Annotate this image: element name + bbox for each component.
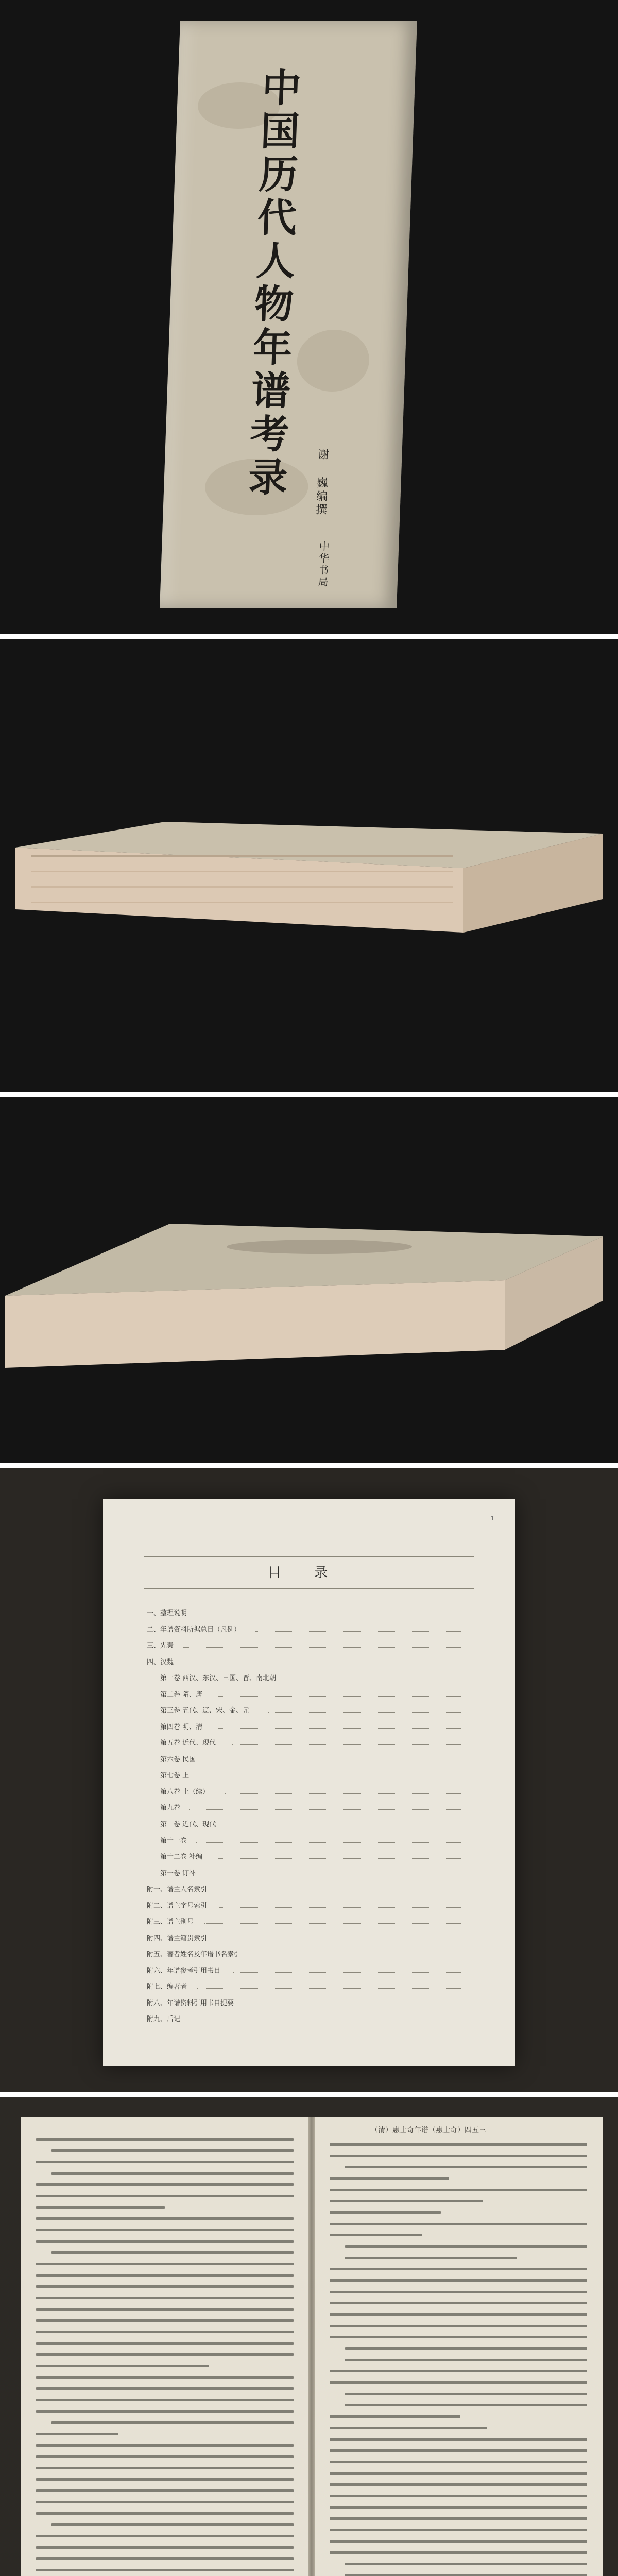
text-line — [36, 2546, 294, 2549]
toc-item: 第一卷 西汉、东汉、三国、晋、南北朝 — [160, 1674, 277, 1683]
text-line — [330, 2370, 587, 2372]
text-line — [330, 2302, 587, 2304]
text-line — [36, 2297, 294, 2299]
text-line — [345, 2574, 587, 2576]
text-line — [36, 2138, 294, 2141]
toc-item: 第十卷 近代、现代 — [160, 1821, 216, 1828]
text-line — [330, 2177, 449, 2180]
toc-item: 第四卷 明、清 — [160, 1723, 203, 1731]
toc-list — [147, 1607, 476, 2030]
toc-leader-dots — [268, 1712, 461, 1713]
text-line — [330, 2223, 587, 2225]
text-line — [330, 2313, 587, 2316]
photo-toc — [0, 1468, 618, 2092]
text-line — [36, 2342, 294, 2345]
book-side-illustration — [0, 639, 618, 1092]
toc-heading: 目 录 — [268, 1565, 342, 1581]
text-line — [330, 2279, 587, 2282]
text-line — [36, 2308, 294, 2311]
frame-gap — [0, 1463, 618, 1468]
toc-leader-dots — [183, 1647, 461, 1648]
inner-right-page — [314, 2117, 603, 2576]
toc-leader-dots — [225, 1793, 461, 1794]
toc-item: 第九卷 — [160, 1804, 181, 1812]
spine-publisher: 中华书局 — [316, 541, 330, 588]
book-spine — [160, 21, 417, 608]
text-line — [36, 2331, 294, 2333]
toc-item: 四、汉魏 — [147, 1658, 174, 1666]
toc-item: 附八、年谱资料引用书目提要 — [147, 1999, 234, 2007]
text-line — [330, 2427, 487, 2429]
stain — [296, 330, 370, 392]
text-line — [36, 2240, 294, 2243]
text-line — [36, 2512, 294, 2515]
text-line — [330, 2506, 587, 2509]
toc-item: 三、先秦 — [147, 1642, 174, 1650]
toc-item: 附五、著者姓名及年谱书名索引 — [147, 1951, 241, 1959]
text-line — [36, 2478, 294, 2481]
text-line — [36, 2433, 118, 2435]
inner-left-page — [21, 2117, 309, 2576]
text-line — [330, 2155, 587, 2157]
toc-leader-dots — [218, 1728, 461, 1729]
text-line — [36, 2501, 294, 2503]
text-line — [330, 2529, 587, 2531]
text-line — [330, 2461, 587, 2463]
text-line — [330, 2211, 441, 2214]
toc-rule-top — [144, 1556, 474, 1557]
text-line — [330, 2495, 587, 2497]
text-block-left — [36, 2138, 294, 2576]
text-line — [52, 2251, 294, 2254]
toc-leader-dots — [218, 1696, 461, 1697]
text-line — [330, 2472, 587, 2475]
text-line — [36, 2183, 294, 2186]
text-line — [345, 2257, 517, 2259]
text-line — [345, 2166, 587, 2168]
text-line — [330, 2551, 587, 2554]
text-line — [36, 2285, 294, 2288]
text-line — [36, 2557, 294, 2560]
toc-leader-dots — [196, 1842, 461, 1843]
toc-item: 第六卷 民国 — [160, 1755, 196, 1764]
toc-item: 第八卷 上（续） — [160, 1788, 210, 1796]
text-line — [330, 2143, 587, 2146]
toc-leader-dots — [255, 1631, 461, 1632]
text-line — [345, 2347, 587, 2350]
photo-inner-page — [0, 2097, 618, 2576]
toc-item: 附四、谱主籍贯索引 — [147, 1934, 208, 1942]
text-line — [330, 2415, 460, 2418]
toc-item: 一、整理说明 — [147, 1609, 187, 1617]
text-line — [345, 2393, 587, 2395]
toc-item: 附九、后记 — [147, 2015, 181, 2024]
text-line — [36, 2489, 294, 2492]
frame-gap — [0, 1092, 618, 1097]
text-line — [330, 2483, 587, 2486]
text-line — [330, 2381, 587, 2384]
toc-item: 第十二卷 补编 — [160, 1853, 203, 1861]
text-line — [36, 2274, 294, 2277]
toc-leader-dots — [232, 1744, 461, 1745]
frame-gap — [0, 634, 618, 639]
book-page-edge — [5, 1280, 505, 1368]
text-line — [36, 2535, 294, 2537]
photo-spine — [0, 0, 618, 634]
toc-leader-dots — [219, 1907, 461, 1908]
toc-leader-dots — [218, 1858, 461, 1859]
text-line — [36, 2410, 294, 2413]
text-line — [330, 2325, 587, 2327]
toc-page-number: 1 — [490, 1515, 494, 1522]
toc-item: 第二卷 隋、唐 — [160, 1690, 203, 1699]
text-line — [52, 2421, 294, 2424]
text-line — [52, 2523, 294, 2526]
toc-leader-dots — [189, 1809, 461, 1810]
text-line — [36, 2206, 165, 2209]
text-line — [52, 2149, 294, 2152]
text-line — [330, 2517, 587, 2520]
toc-item: 附三、谱主别号 — [147, 1918, 194, 1926]
text-line — [345, 2404, 587, 2406]
text-line — [330, 2540, 587, 2543]
text-line — [345, 2245, 587, 2248]
text-line — [36, 2229, 294, 2231]
text-line — [36, 2455, 294, 2458]
toc-item: 第五卷 近代、现代 — [160, 1739, 216, 1748]
text-line — [330, 2449, 587, 2452]
photo-book-side — [0, 639, 618, 1092]
toc-item: 第七卷 上 — [160, 1772, 190, 1780]
toc-leader-dots — [197, 1988, 461, 1989]
toc-item: 附七、编著者 — [147, 1983, 187, 1991]
toc-item: 第一卷 订补 — [160, 1869, 196, 1877]
text-line — [36, 2376, 294, 2379]
toc-item: 附二、谱主字号索引 — [147, 1902, 208, 1910]
spine-title: 中国历代人物年谱考录 — [241, 67, 302, 500]
text-line — [330, 2268, 587, 2270]
book-angle-illustration — [0, 1097, 618, 1463]
text-line — [36, 2353, 294, 2356]
text-line — [330, 2336, 587, 2338]
text-line — [36, 2365, 209, 2367]
text-line — [345, 2563, 587, 2565]
text-line — [330, 2234, 422, 2236]
text-line — [330, 2200, 483, 2202]
toc-leader-dots — [233, 1972, 461, 1973]
photo-book-angle — [0, 1097, 618, 1463]
text-line — [36, 2319, 294, 2322]
page-gutter — [308, 2117, 315, 2576]
text-line — [36, 2444, 294, 2447]
text-line — [36, 2217, 294, 2220]
text-line — [330, 2438, 587, 2441]
text-line — [330, 2291, 587, 2293]
text-block-right — [330, 2143, 587, 2576]
text-line — [36, 2399, 294, 2401]
toc-item: 二、年谱资料所据总目（凡例） — [147, 1625, 241, 1634]
text-line — [330, 2189, 587, 2191]
toc-item: 附六、年谱参考引用书目 — [147, 1967, 221, 1975]
text-line — [36, 2195, 294, 2197]
right-running-head: （清）惠士奇年谱（惠士奇）四五三 — [371, 2126, 486, 2134]
text-line — [345, 2359, 587, 2361]
toc-item: 附一、谱主人名索引 — [147, 1886, 208, 1894]
toc-item: 第三卷 五代、辽、宋、金、元 — [160, 1707, 250, 1715]
spine-author: 谢 巍编撰 — [314, 448, 329, 517]
toc-page — [103, 1499, 515, 2066]
text-line — [36, 2161, 294, 2163]
text-line — [36, 2387, 294, 2390]
text-line — [52, 2172, 294, 2175]
frame-gap — [0, 2092, 618, 2097]
toc-leader-dots — [204, 1923, 461, 1924]
toc-rule-bottom — [144, 1588, 474, 1589]
text-line — [36, 2569, 294, 2571]
text-line — [36, 2263, 294, 2265]
text-line — [36, 2467, 294, 2469]
toc-item: 第十一卷 — [160, 1837, 187, 1845]
